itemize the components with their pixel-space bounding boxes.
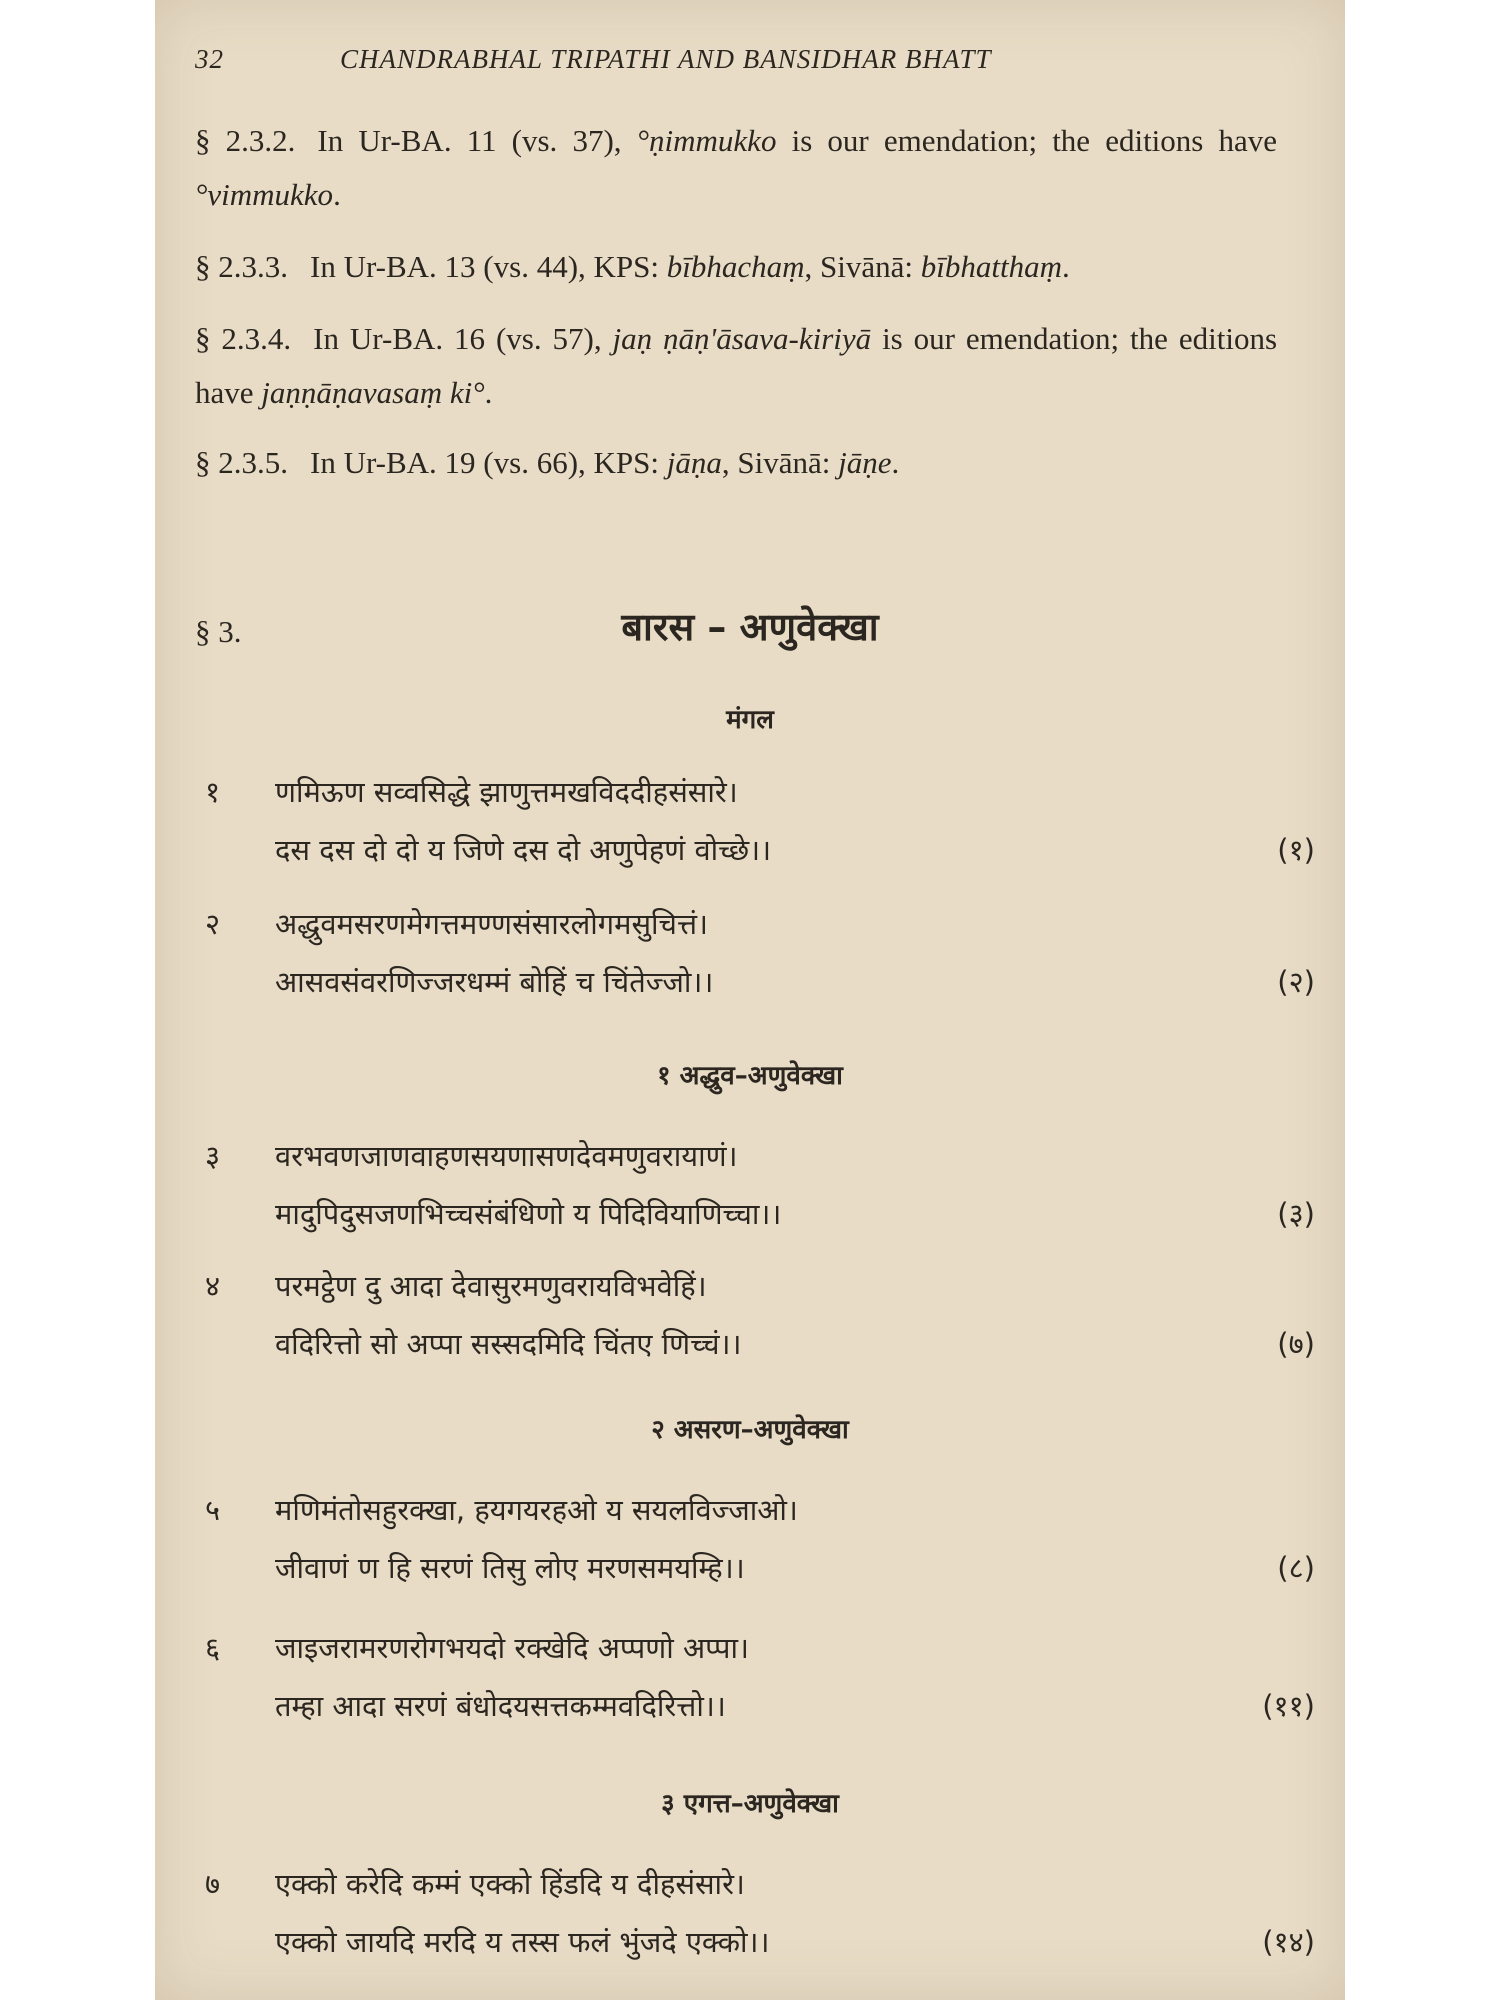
verse-line-2: एक्को जायदि मरदि य तस्स फलं भुंजदे एक्को।।: [275, 1925, 770, 1959]
note-italic-term: jaṇṇāṇavasaṃ ki°: [261, 375, 485, 410]
verse-line-2: दस दस दो दो य जिणे दस दो अणुपेहणं वोच्छे।।: [275, 833, 772, 867]
section-3-title: बारस – अणुवेक्खा: [621, 605, 879, 649]
note-text: .: [891, 445, 900, 480]
verse-number: ४: [205, 1269, 221, 1303]
verse-number: २: [205, 907, 221, 941]
note-text: In Ur-BA. 19 (vs. 66), KPS:: [310, 445, 667, 480]
verse-line-1: परमट्ठेण दु आदा देवासुरमणुवरायविभवेहिं।: [275, 1269, 707, 1303]
note-text: In Ur-BA. 13 (vs. 44), KPS:: [310, 249, 667, 284]
verse-1: [205, 772, 1315, 902]
verse-reference: (३): [1277, 1197, 1315, 1231]
page: [155, 0, 1345, 2000]
subheading-adhruva: १ अद्धुव–अणुवेक्खा: [657, 1061, 843, 1091]
verse-2: [205, 904, 1315, 1034]
verse-reference: (८): [1277, 1551, 1315, 1585]
note-text: .: [484, 375, 493, 410]
note-text: .: [333, 177, 341, 212]
verse-line-1: जाइजरामरणरोगभयदो रक्खेदि अप्पणो अप्पा।: [275, 1631, 750, 1665]
running-header: [195, 44, 1295, 84]
note-section-number: § 2.3.2.: [195, 123, 296, 158]
note-text: is our emendation; the editions have: [195, 321, 1278, 410]
verse-line-1: एक्को करेदि कम्मं एक्को हिंडदि य दीहसंसारे।: [275, 1867, 745, 1901]
note-text: .: [1062, 249, 1070, 284]
verse-reference: (१४): [1262, 1925, 1315, 1959]
note-2-3-4: [195, 312, 1277, 420]
note-italic-term: °ṇimmukko: [636, 123, 777, 158]
note-text: , Sivānā:: [804, 249, 921, 284]
note-italic-term: bībhatthaṃ: [920, 249, 1062, 284]
note-2-3-3: [195, 240, 1277, 294]
note-italic-term: jāṇe: [838, 445, 892, 480]
verse-line-2: आसवसंवरणिज्जरधम्मं बोहिं च चिंतेज्जो।।: [275, 965, 714, 999]
verse-5: [205, 1490, 1315, 1620]
note-italic-term: bībhachaṃ: [666, 249, 805, 284]
verse-line-2: वदिरित्तो सो अप्पा सस्सदमिदि चिंतए णिच्चं।।: [275, 1327, 742, 1361]
verse-4: [205, 1266, 1315, 1396]
verse-line-1: वरभवणजाणवाहणसयणासणदेवमणुवरायाणं।: [275, 1139, 738, 1173]
verse-7: [205, 1864, 1315, 1994]
note-2-3-5: [195, 436, 1277, 490]
page-number: 32: [195, 44, 224, 74]
verse-reference: (१): [1277, 833, 1315, 867]
verse-reference: (२): [1277, 965, 1315, 999]
note-text: is our emendation; the editions have: [776, 123, 1278, 158]
verse-reference: (७): [1277, 1327, 1315, 1361]
verse-number: ३: [205, 1139, 221, 1173]
verse-line-2: तम्हा आदा सरणं बंधोदयसत्तकम्मवदिरित्तो।।: [275, 1689, 726, 1723]
verse-number: १: [205, 775, 221, 809]
note-section-number: § 2.3.4.: [195, 321, 292, 356]
section-3-number: § 3.: [195, 614, 242, 649]
verse-line-1: णमिऊण सव्वसिद्धे झाणुत्तमखविददीहसंसारे।: [275, 775, 738, 809]
verse-line-1: मणिमंतोसहुरक्खा, हयगयरहओ य सयलविज्जाओ।: [275, 1493, 798, 1527]
verse-number: ७: [205, 1867, 221, 1901]
verse-number: ५: [205, 1493, 221, 1527]
note-section-number: § 2.3.3.: [195, 249, 288, 284]
note-text: In Ur-BA. 16 (vs. 57),: [313, 321, 613, 356]
note-text: , Sivānā:: [721, 445, 839, 480]
note-italic-term: jāṇa: [666, 445, 722, 480]
subheading-asarana: २ असरण–अणुवेक्खा: [651, 1415, 849, 1445]
verse-number: ६: [205, 1631, 221, 1665]
verse-line-1: अद्धुवमसरणमेगत्तमण्णसंसारलोगमसुचित्तं।: [275, 907, 708, 941]
note-text: In Ur-BA. 11 (vs. 37),: [317, 123, 637, 158]
note-2-3-2: [195, 114, 1277, 222]
note-italic-term: jaṇ ṇāṇ'āsava-kiriyā: [612, 321, 872, 356]
running-title: CHANDRABHAL TRIPATHI AND BANSIDHAR BHATT: [340, 44, 992, 74]
subheading-egatta: ३ एगत्त–अणुवेक्खा: [661, 1789, 839, 1819]
verse-reference: (११): [1262, 1689, 1315, 1723]
verse-6: [205, 1628, 1315, 1758]
verse-3: [205, 1136, 1315, 1266]
verse-line-2: मादुपिदुसजणभिच्चसंबंधिणो य पिदिवियाणिच्चा।।: [275, 1197, 782, 1231]
subheading-mangal: मंगल: [726, 705, 774, 735]
note-section-number: § 2.3.5.: [195, 445, 288, 480]
note-italic-term: °vimmukko: [195, 177, 334, 212]
verse-line-2: जीवाणं ण हि सरणं तिसु लोए मरणसमयम्हि।।: [275, 1551, 745, 1585]
